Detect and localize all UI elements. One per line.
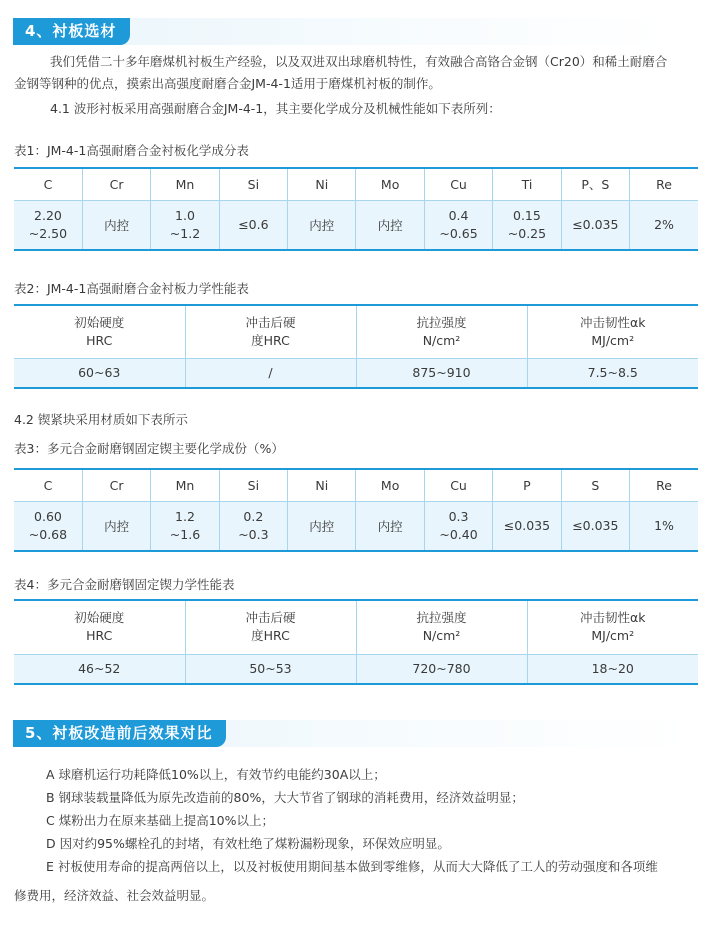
table3-header-cell: P: [493, 469, 561, 501]
intro-paragraph: [14, 51, 704, 95]
table4-cell: 46~52: [14, 654, 185, 684]
table4-header-cell: 初始硬度 HRC: [14, 600, 185, 654]
table3-cell: 内控: [82, 501, 150, 551]
list-item: B 钢球装载量降低为原先改造前的80%，大大节省了钢球的消耗费用，经济效益明显；: [46, 790, 524, 805]
table3-header-cell: Cu: [424, 469, 492, 501]
table4-header-cell: 抗拉强度 N/cm²: [356, 600, 527, 654]
table2-header-cell: 冲击后硬 度HRC: [185, 305, 356, 358]
table3-chemical-composition: [14, 468, 698, 552]
table4-cell: 18~20: [527, 654, 698, 684]
table1-cell: 0.15 ~0.25: [493, 200, 561, 250]
table1-caption: 表1：JM-4-1高强耐磨合金衬板化学成分表: [14, 143, 249, 158]
table3-header-cell: Re: [630, 469, 698, 501]
table4-cell: 50~53: [185, 654, 356, 684]
section4-banner: [13, 18, 673, 45]
table1-cell: 内控: [288, 200, 356, 250]
table3-cell: 1%: [630, 501, 698, 551]
table3-header-cell: Cr: [82, 469, 150, 501]
table1-header-cell: C: [14, 168, 82, 200]
table3-header-cell: S: [561, 469, 629, 501]
table2-cell: 60~63: [14, 358, 185, 388]
table3-cell: 内控: [288, 501, 356, 551]
table2-cell: 875~910: [356, 358, 527, 388]
section5-banner: [13, 720, 693, 747]
table2-cell: 7.5~8.5: [527, 358, 698, 388]
table3-cell: 0.2 ~0.3: [219, 501, 287, 551]
table3-cell: 内控: [356, 501, 424, 551]
table1-header-cell: Re: [630, 168, 698, 200]
list-item: E 衬板使用寿命的提高两倍以上，以及衬板使用期间基本做到零维修，从而大大降低了工人的劳动强度和各项维: [46, 859, 658, 874]
table1-cell: 内控: [356, 200, 424, 250]
table1-cell: 2.20 ~2.50: [14, 200, 82, 250]
list-item-continuation: 修费用，经济效益、社会效益明显。: [14, 888, 215, 903]
section4-title: 4、衬板选材: [13, 18, 130, 45]
sub-heading-4-1: 4.1 波形衬板采用高强耐磨合金JM-4-1，其主要化学成分及机械性能如下表所列：: [50, 101, 501, 116]
list-item: A 球磨机运行功耗降低10%以上，有效节约电能约30A以上；: [46, 767, 386, 782]
table1-header-cell: P、S: [561, 168, 629, 200]
table3-header-cell: Mn: [151, 469, 219, 501]
table2-caption: 表2：JM-4-1高强耐磨合金衬板力学性能表: [14, 281, 249, 296]
table1-cell: 0.4 ~0.65: [424, 200, 492, 250]
section5-title: 5、衬板改造前后效果对比: [13, 720, 226, 747]
table1-header-cell: Ni: [288, 168, 356, 200]
table1-header-cell: Si: [219, 168, 287, 200]
intro-line2: 金钢等钢种的优点，摸索出高强度耐磨合金JM-4-1适用于磨煤机衬板的制作。: [14, 76, 441, 91]
table2-header-cell: 冲击韧性αk MJ/cm²: [527, 305, 698, 358]
table2-cell: /: [185, 358, 356, 388]
table3-caption: 表3：多元合金耐磨钢固定锲主要化学成份（%）: [14, 441, 284, 456]
table1-cell: 内控: [82, 200, 150, 250]
table3-cell: ≤0.035: [493, 501, 561, 551]
table3-cell: 0.3 ~0.40: [424, 501, 492, 551]
table1-header-cell: Mn: [151, 168, 219, 200]
table1-chemical-composition: [14, 167, 698, 251]
table4-caption: 表4：多元合金耐磨钢固定锲力学性能表: [14, 577, 235, 592]
table4-mechanical-properties: [14, 599, 698, 685]
table3-cell: 0.60 ~0.68: [14, 501, 82, 551]
table3-header-cell: C: [14, 469, 82, 501]
table1-cell: ≤0.6: [219, 200, 287, 250]
table4-header-cell: 冲击韧性αk MJ/cm²: [527, 600, 698, 654]
table1-header-cell: Cr: [82, 168, 150, 200]
table3-cell: ≤0.035: [561, 501, 629, 551]
section5-list: [46, 765, 696, 880]
table3-header-cell: Mo: [356, 469, 424, 501]
table1-cell: ≤0.035: [561, 200, 629, 250]
table2-header-cell: 抗拉强度 N/cm²: [356, 305, 527, 358]
table1-header-cell: Cu: [424, 168, 492, 200]
table3-header-cell: Si: [219, 469, 287, 501]
list-item: C 煤粉出力在原来基础上提高10%以上；: [46, 813, 274, 828]
table1-header-cell: Ti: [493, 168, 561, 200]
list-item: D 因对约95%螺栓孔的封堵，有效杜绝了煤粉漏粉现象，环保效应明显。: [46, 836, 450, 851]
table4-header-cell: 冲击后硬 度HRC: [185, 600, 356, 654]
table4-cell: 720~780: [356, 654, 527, 684]
table1-cell: 2%: [630, 200, 698, 250]
table2-header-cell: 初始硬度 HRC: [14, 305, 185, 358]
table1-header-cell: Mo: [356, 168, 424, 200]
table3-header-cell: Ni: [288, 469, 356, 501]
table1-cell: 1.0 ~1.2: [151, 200, 219, 250]
table3-cell: 1.2 ~1.6: [151, 501, 219, 551]
sub-heading-4-2: 4.2 锲紧块采用材质如下表所示: [14, 412, 188, 427]
table2-mechanical-properties: [14, 304, 698, 389]
intro-line1: 我们凭借二十多年磨煤机衬板生产经验，以及双进双出球磨机特性，有效融合高铬合金钢（Cr20）和稀土耐磨合: [50, 54, 668, 69]
